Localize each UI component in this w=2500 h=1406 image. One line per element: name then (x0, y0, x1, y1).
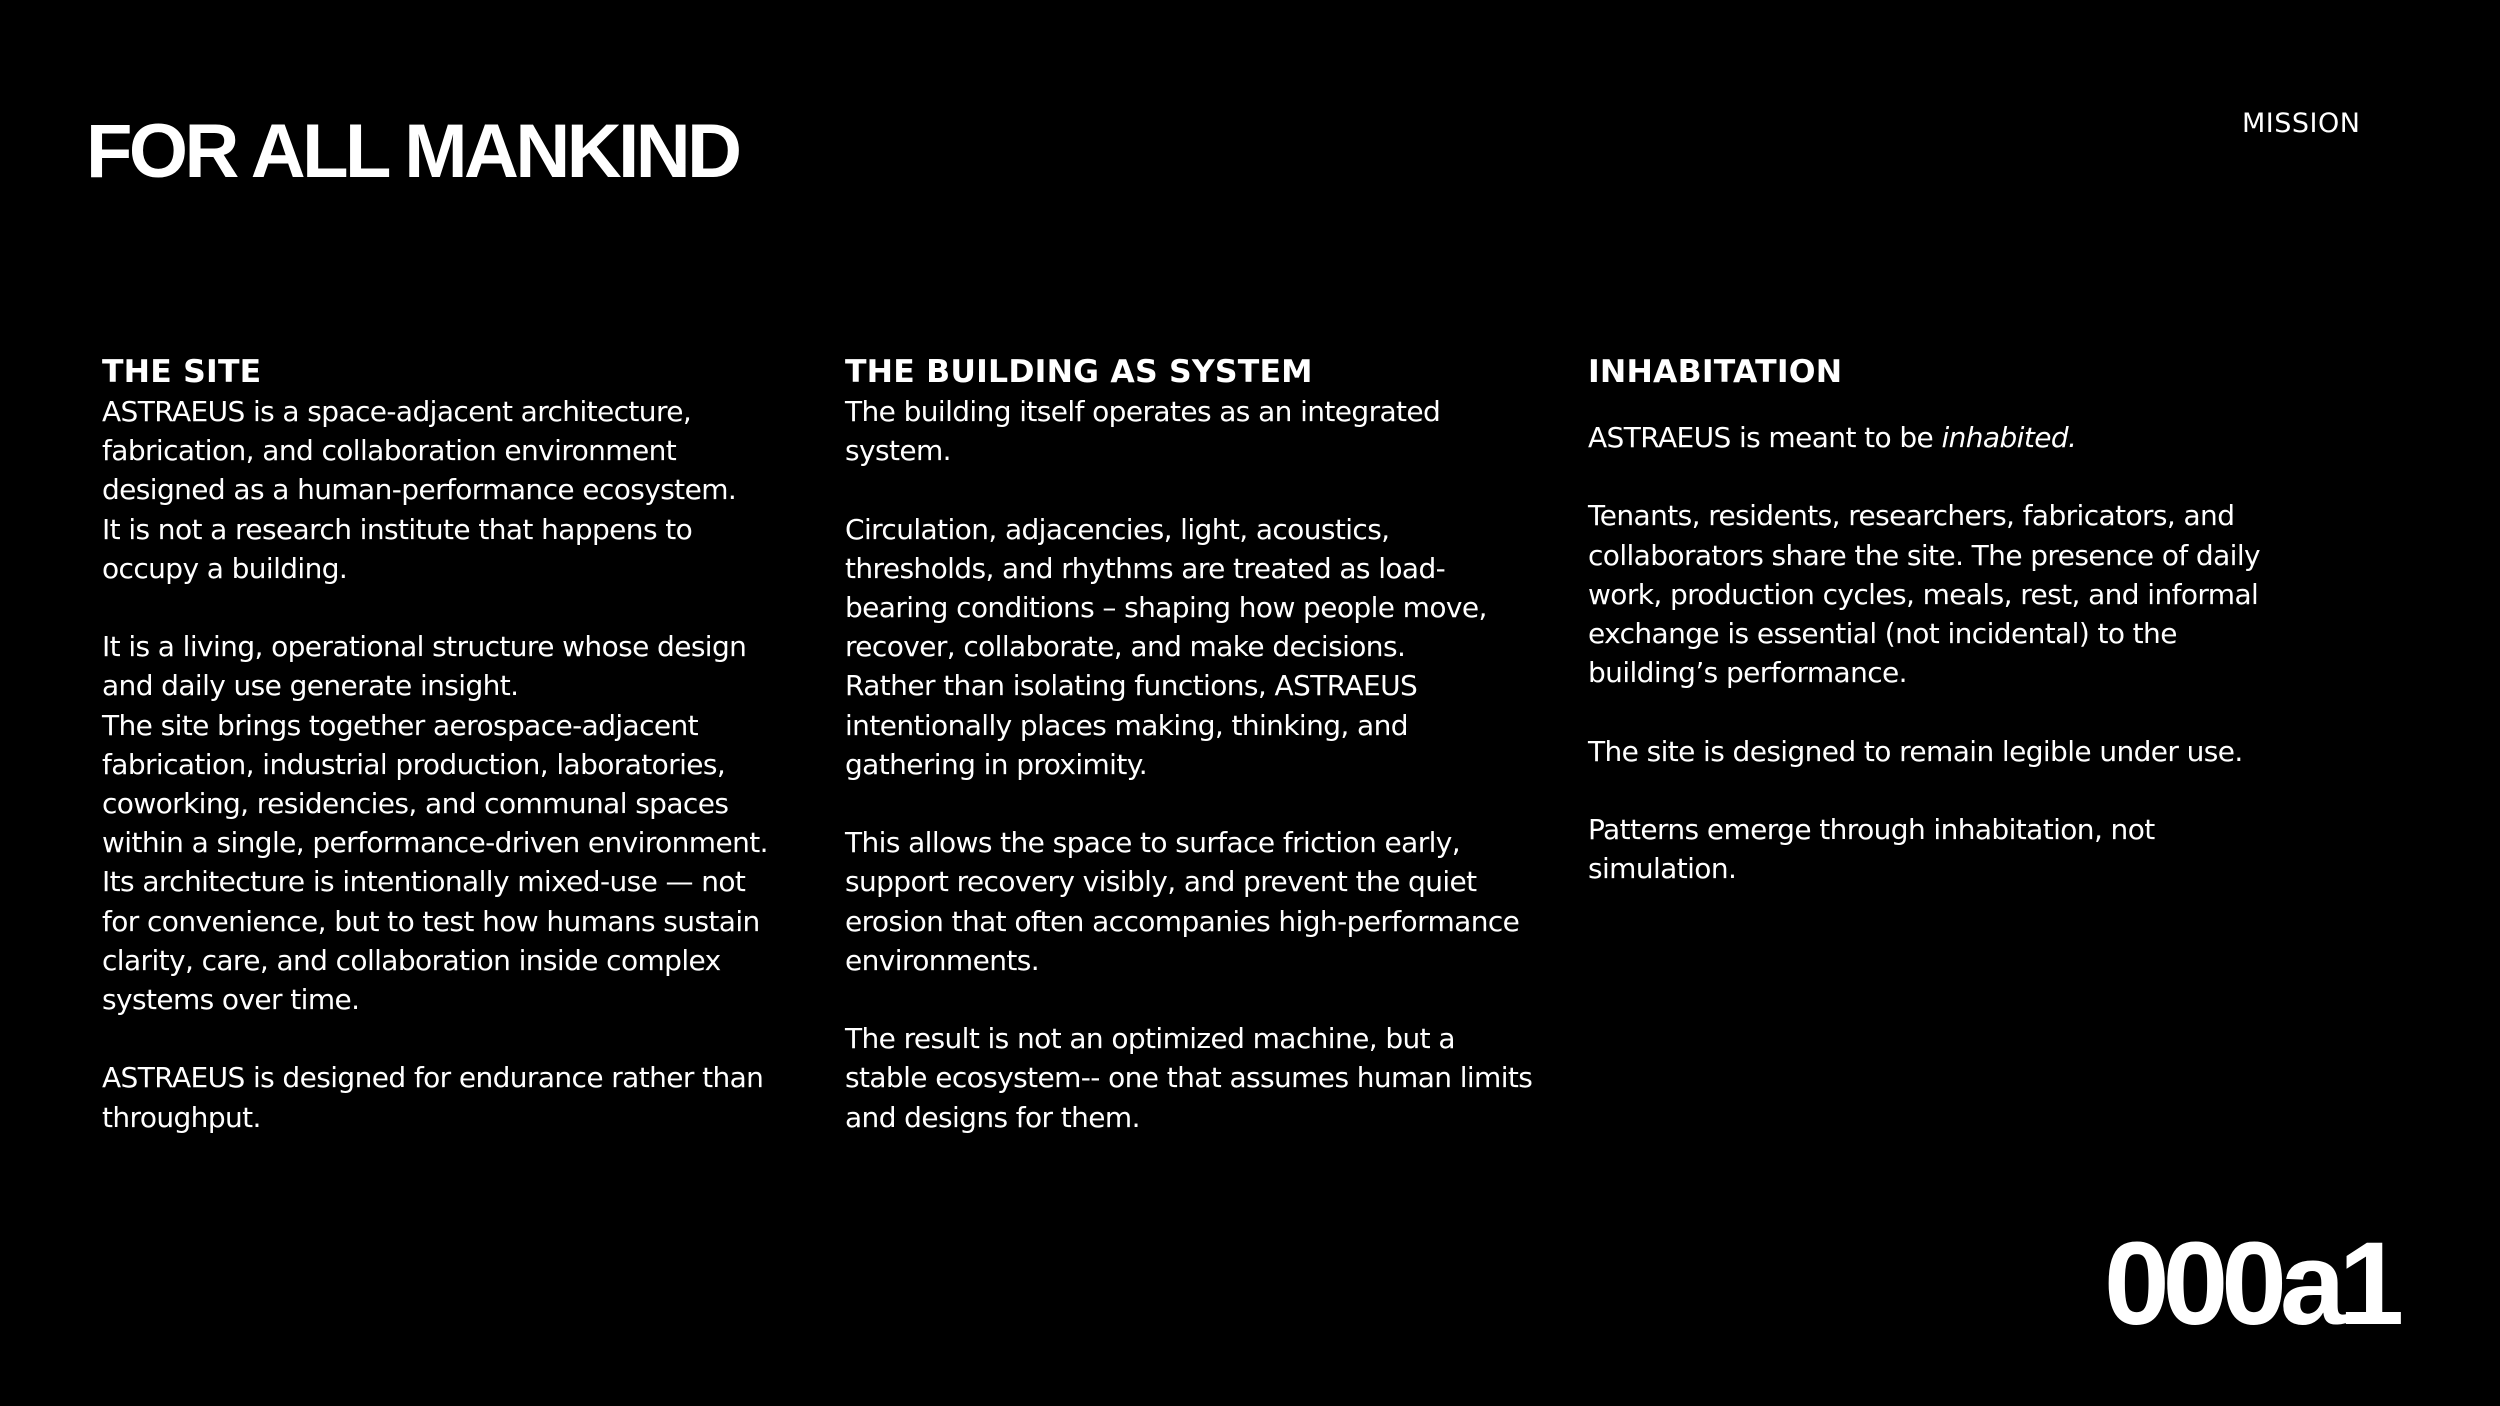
column-heading: INHABITATION (1588, 354, 1843, 390)
column-body (845, 392, 1533, 1137)
text-line: throughput. (102, 1100, 261, 1134)
paragraph-gap (845, 784, 1525, 823)
text-line: It is a living, operational structure whose design (102, 630, 747, 664)
brand-logo: 000a1 (2104, 1218, 2398, 1350)
text-line: gathering in proximity. (845, 747, 1148, 781)
text-line: support recovery visibly, and prevent the quiet (845, 865, 1477, 899)
text-line: collaborators share the site. The presence of daily (1588, 538, 2260, 572)
column-body (1588, 457, 2268, 888)
text-line: The site brings together aerospace-adjacent (102, 708, 699, 742)
text-line: system. (845, 434, 951, 468)
paragraph-gap (845, 980, 1525, 1019)
paragraph-gap (1588, 457, 2268, 496)
column-heading: THE SITE (102, 354, 262, 390)
text-line: and daily use generate insight. (102, 669, 519, 703)
text-line: fabrication, industrial production, laboratories, (102, 747, 726, 781)
text-line: simulation. (1588, 852, 1737, 886)
text-line: Patterns emerge through inhabitation, not (1588, 812, 2155, 846)
text-line: intentionally places making, thinking, and (845, 708, 1408, 742)
text-line: Its architecture is intentionally mixed-use — not (102, 865, 746, 899)
paragraph-gap (1588, 692, 2268, 731)
text-line: Rather than isolating functions, ASTRAEUS (845, 669, 1418, 703)
text-line: Circulation, adjacencies, light, acoustics, (845, 512, 1390, 546)
text-line: fabrication, and collaboration environment (102, 434, 677, 468)
intro-emphasis: inhabited. (1941, 421, 2077, 454)
text-line: and designs for them. (845, 1100, 1140, 1134)
column-intro (1588, 418, 2268, 457)
paragraph-gap (102, 1019, 782, 1058)
text-line: The result is not an optimized machine, but a (845, 1022, 1455, 1056)
text-line: The site is designed to remain legible under use. (1588, 734, 2243, 768)
text-line: systems over time. (102, 983, 360, 1017)
text-line: work, production cycles, meals, rest, and informal (1588, 577, 2259, 611)
column-inhabitation (1588, 352, 2268, 888)
text-line: for convenience, but to test how humans sustain (102, 904, 760, 938)
text-line: erosion that often accompanies high-performance (845, 904, 1520, 938)
text-line: environments. (845, 943, 1040, 977)
column-the-site (102, 352, 782, 1137)
text-line: exchange is essential (not incidental) to the (1588, 617, 2177, 650)
text-line: thresholds, and rhythms are treated as load- (845, 551, 1446, 585)
text-line: occupy a building. (102, 551, 348, 585)
paragraph-gap (1588, 771, 2268, 810)
text-line: clarity, care, and collaboration inside complex (102, 943, 721, 977)
text-line: building’s performance. (1588, 656, 1907, 690)
text-line: ASTRAEUS is designed for endurance rather than (102, 1061, 764, 1095)
page-title: FOR ALL MANKIND (86, 109, 739, 194)
column-body (102, 392, 782, 1137)
text-line: bearing conditions – shaping how people move, (845, 591, 1487, 624)
paragraph-gap (845, 470, 1525, 509)
text-line: It is not a research institute that happens to (102, 512, 693, 546)
text-line: within a single, performance-driven environment. (102, 826, 768, 860)
text-line: The building itself operates as an integrated (845, 395, 1441, 428)
column-heading: THE BUILDING AS SYSTEM (845, 354, 1313, 390)
column-building-as-system (845, 352, 1533, 1137)
paragraph-gap (102, 588, 782, 627)
text-line: This allows the space to surface friction early, (845, 826, 1461, 860)
text-line: Tenants, residents, researchers, fabricators, and (1588, 499, 2235, 533)
text-line: ASTRAEUS is a space-adjacent architecture, (102, 395, 692, 428)
intro-text: ASTRAEUS is meant to be (1588, 421, 1942, 454)
text-line: coworking, residencies, and communal spaces (102, 787, 729, 821)
text-line: recover, collaborate, and make decisions. (845, 630, 1406, 664)
text-line: designed as a human-performance ecosystem. (102, 473, 737, 507)
section-label: MISSION (2242, 108, 2361, 139)
text-line: stable ecosystem-- one that assumes human limits (845, 1061, 1533, 1095)
